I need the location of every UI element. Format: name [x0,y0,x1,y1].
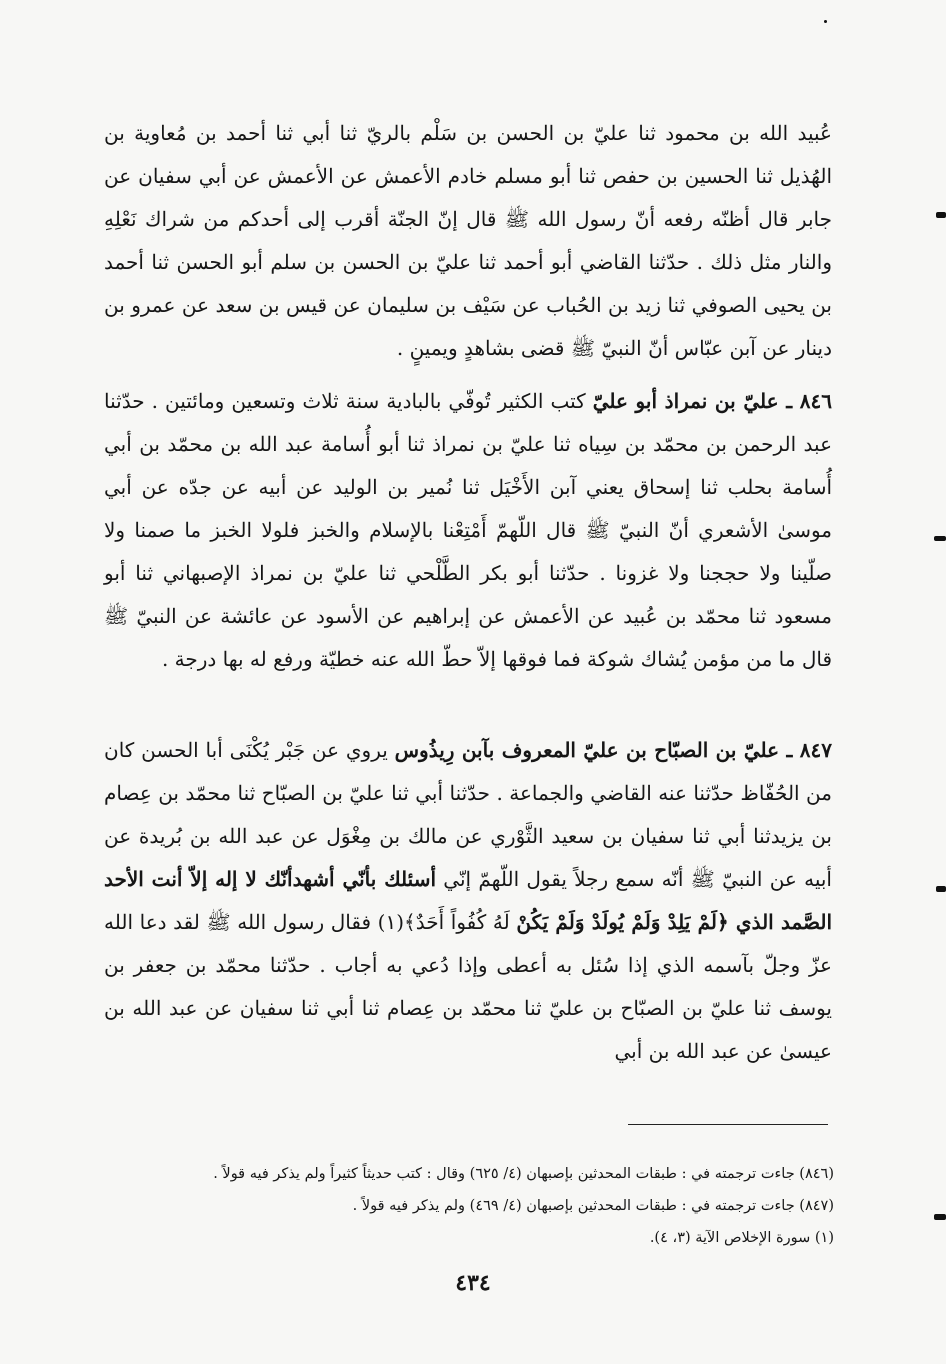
entry-846 [104,380,832,681]
footnote-1: (١) سورة الإخلاص الآية (٣، ٤). [649,1230,834,1246]
text-line: أعطى وإذا دُعي به أجاب . حدّثنا محمّد بن جعفر بن يوسف ثنا عليّ بن الصبّاح بن [104,953,832,1020]
text-line: أسئلك بأنّي أشهدأنّك لا إله إلاّ أنت الأحد الصَّمد الذي ﴿لَمْ يَلِدْ وَلَمْ يُولَدْ وَلَمْ يَكُنْ [104,867,833,934]
text-line: عليّ ثنا محمّد بن عِصام ثنا أبي ثنا سفيان عن عبد الله بن عيسىٰ عن عبد الله بن أبي [104,996,832,1063]
text-line: أبا الحسن كان من الحُفّاظ حدّثنا عنه القاضي والجماعة . حدّثنا أبي ثنا عليّ بن [104,738,832,805]
text-line: ومائتين . حدّثنا عبد الرحمن بن محمّد بن سِياه ثنا عليّ بن نمراذ ثنا أبو أُسامة [104,389,833,456]
scan-mark [936,886,946,892]
footnote-847: (٨٤٧) جاءت ترجمته في : طبقات المحدثين بإصبهان (٤/ ٤٦٩) ولم يذكر فيه قولاً . [352,1198,834,1214]
scan-mark [824,20,827,23]
text-line: ثنا أحمد بن يحيى الصوفي ثنا زيد بن الحُباب عن سَيْف بن سليمان عن قيس بن [104,250,832,317]
page-number: ٤٣٤ [455,1270,491,1296]
text-line: سعد عن عمرو بن دينار عن آبن عبّاس أنّ النبيّ ﷺ قضى بشاهدٍ ويمينٍ . [104,293,832,360]
paragraph-continuation [104,112,832,370]
text-line: عن جابر قال أظنّه رفعه أنّ رسول الله ﷺ قال إنّ الجنّة أقرب إلى أحدكم من شراك [104,164,832,231]
entry-847 [104,729,832,1073]
text-line: لَهُ كُفُواً أَحَدٌ﴾(١) فقال رسول الله ﷺ لقد دعا الله عزّ وجلّ بآسمه الذي إذا سُئل به [104,910,832,977]
text-line: عن أبيه عن جدّه عن أبي موسىٰ الأشعري أنّ النبيّ ﷺ قال اللّهمّ أَمْتِعْنا بالإسلام [104,475,832,542]
main-text [104,112,832,1073]
entry-heading: ٨٤٦ ـ عليّ بن نمراذ أبو عليّ [592,389,832,413]
text-line: كتب الكثير تُوفّي بالبادية سنة ثلاث وتسعين [231,389,593,413]
text-line: والخبز فلولا الخبز ما صمنا ولا صلّينا ولا حججنا ولا غزونا . حدّثنا أبو بكر الطَّلْحي [104,518,833,585]
footnote-846: (٨٤٦) جاءت ترجمته في : طبقات المحدثين بإصبهان (٤/ ٦٢٥) وقال : كتب حديثاً كثيراً ولم يذكر فيه قولاً . [213,1166,834,1182]
scan-mark [934,536,946,541]
text-line: عُبيد الله بن محمود ثنا عليّ بن الحسن بن سَلْم بالريّ ثنا أبي ثنا أحمد بن مُعاوية بن [104,121,832,145]
text-line: عن الأسود عن عائشة عن النبيّ ﷺ قال ما من مؤمن يُشاك شوكة فما فوقها إلاّ حطّ الله [104,604,832,671]
text-line: عنه خطيّة ورفع له بها درجة . [161,647,400,671]
text-line: الهُذيل ثنا الحسين بن حفص ثنا أبو مسلم خادم الأعمش عن الأعمش عن أبي سفيان [138,164,832,188]
text-line: الصبّاح ثنا محمّد بن عِصام بن يزيدثنا أبي ثنا سفيان بن سعيد الثَّوْري عن مالك بن [104,781,832,848]
text-line: نَعْلِهِ والنار مثل ذلك . حدّثنا القاضي أبو أحمد ثنا عليّ بن الحسن بن سلم أبو الحسن [104,207,832,274]
entry-heading: ٨٤٧ ـ عليّ بن الصبّاح بن عليّ المعروف بآبن رِيذُوس [394,738,832,762]
scan-mark [934,1214,946,1220]
text-line: عبد الله بن محمّد بن أبي أُسامة بحلب ثنا إسحاق يعني آبن الأَخْيَل ثنا نُمير بن الوليد [104,432,833,499]
text-line: يروي عن جَبْر يُكْنَى [229,738,395,762]
text-line: مِغْوَل عن عبد الله بن بُريدة عن أبيه عن النبيّ ﷺ أنّه سمع رجلاً يقول اللّهمّ إنّي [104,824,832,891]
footnote-divider [628,1124,828,1125]
scan-mark [936,212,946,218]
footnotes [104,1158,834,1254]
text-line: ثنا عليّ بن نمراذ الإصبهاني ثنا أبو مسعود ثنا محمّد بن عُبيد عن الأعمش عن إبراهيم [104,561,832,628]
